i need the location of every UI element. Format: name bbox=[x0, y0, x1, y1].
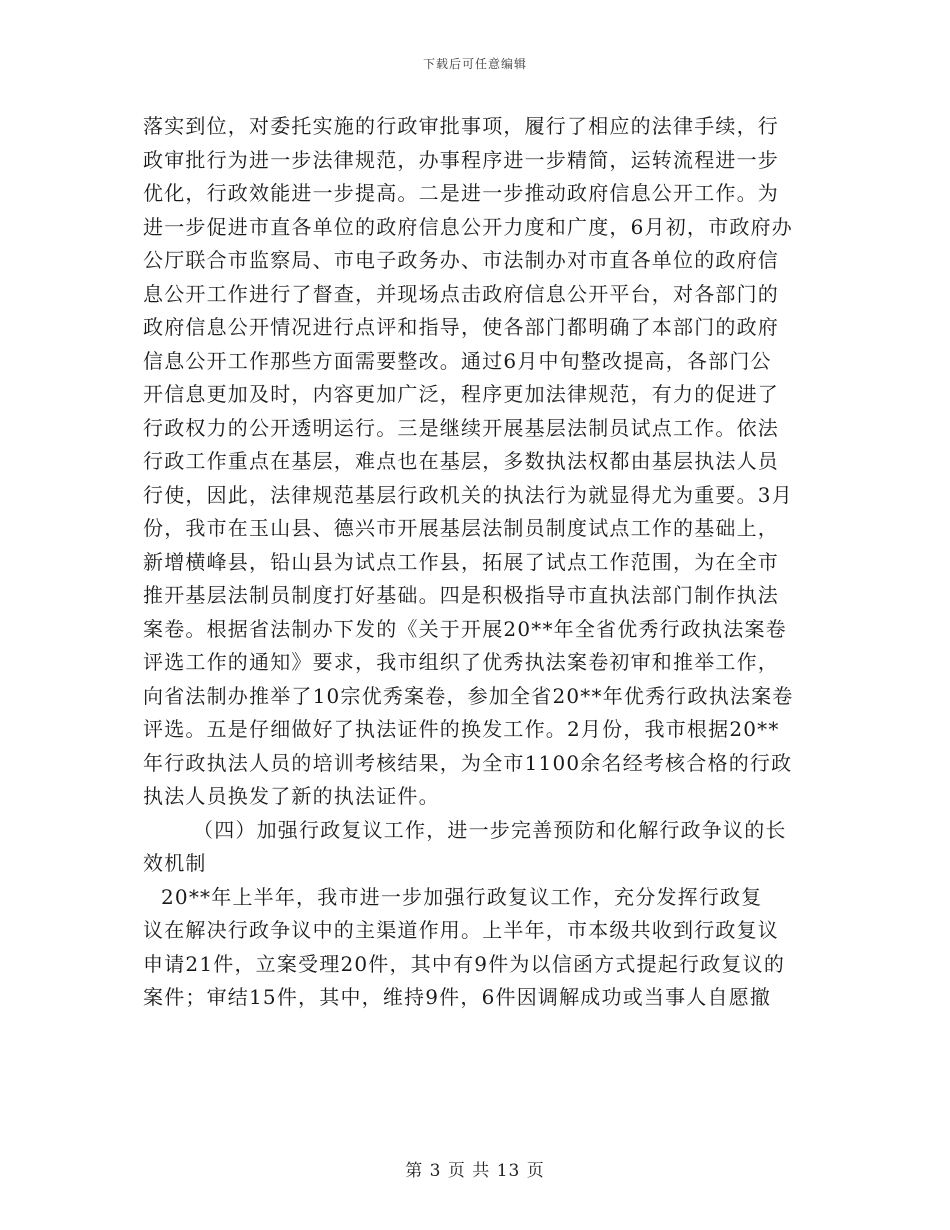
page-header-note: 下载后可任意编辑 bbox=[422, 57, 527, 71]
text-line: 20**年上半年，我市进一步加强行政复议工作，充分发挥行政复 bbox=[161, 884, 763, 909]
text-line: 新增横峰县，铅山县为试点工作县，拓展了试点工作范围，为在全市 bbox=[143, 549, 779, 574]
text-line: 优化，行政效能进一步提高。二是进一步推动政府信息公开工作。为 bbox=[143, 181, 779, 205]
text-line: 公厅联合市监察局、市电子政务办、市法制办对市直各单位的政府信 bbox=[143, 248, 779, 272]
text-line: 行政权力的公开透明运行。三是继续开展基层法制员试点工作。依法 bbox=[143, 415, 779, 440]
text-line: 份，我市在玉山县、德兴市开展基层法制员制度试点工作的基础上， bbox=[143, 516, 779, 540]
text-line: 议在解决行政争议中的主渠道作用。上半年，市本级共收到行政复议 bbox=[143, 918, 779, 942]
text-line: 案件；审结15件，其中，维持9件，6件因调解成功或当事人自愿撤 bbox=[143, 985, 772, 1009]
text-line: 信息公开工作那些方面需要整改。通过6月中旬整改提高，各部门公 bbox=[143, 348, 772, 373]
text-line: 执法人员换发了新的执法证件。 bbox=[143, 784, 440, 808]
text-line: 进一步促进市直各单位的政府信息公开力度和广度，6月初，市政府办 bbox=[143, 214, 793, 239]
section-heading bbox=[143, 814, 811, 881]
paragraph-main bbox=[143, 110, 811, 814]
text-line: 政审批行为进一步法律规范，办事程序进一步精简，运转流程进一步 bbox=[143, 147, 779, 172]
page-number-footer: 第 3 页 共 13 页 bbox=[405, 1161, 545, 1181]
text-line: 年行政执法人员的培训考核结果，为全市1100余名经考核合格的行政 bbox=[143, 750, 793, 775]
text-line: 政府信息公开情况进行点评和指导，使各部门都明确了本部门的政府 bbox=[143, 315, 779, 339]
text-line: 案卷。根据省法制办下发的《关于开展20**年全省优秀行政执法案卷 bbox=[143, 616, 787, 641]
text-line: 息公开工作进行了督查，并现场点击政府信息公开平台，对各部门的 bbox=[143, 281, 779, 306]
document-body bbox=[143, 110, 811, 1015]
text-line: 推开基层法制员制度打好基础。四是积极指导市直执法部门制作执法 bbox=[143, 583, 779, 607]
text-line: 申请21件，立案受理20件，其中有9件为以信函方式提起行政复议的 bbox=[143, 951, 786, 976]
text-line: 向省法制办推举了10宗优秀案卷，参加全省20**年优秀行政执法案卷 bbox=[143, 683, 794, 708]
text-line: 效机制 bbox=[143, 851, 207, 875]
text-line: 开信息更加及时，内容更加广泛，程序更加法律规范，有力的促进了 bbox=[143, 382, 779, 406]
text-line: 评选工作的通知》要求，我市组织了优秀执法案卷初审和推举工作， bbox=[143, 650, 779, 674]
text-line: （四）加强行政复议工作，进一步完善预防和化解行政争议的长 bbox=[193, 817, 787, 842]
text-line: 行政工作重点在基层，难点也在基层，多数执法权都由基层执法人员 bbox=[143, 449, 779, 473]
text-line: 落实到位，对委托实施的行政审批事项，履行了相应的法律手续，行 bbox=[143, 114, 779, 138]
paragraph-review bbox=[143, 881, 811, 1015]
text-line: 评选。五是仔细做好了执法证件的换发工作。2月份，我市根据20** bbox=[143, 717, 780, 741]
text-line: 行使，因此，法律规范基层行政机关的执法行为就显得尤为重要。3月 bbox=[143, 482, 793, 507]
